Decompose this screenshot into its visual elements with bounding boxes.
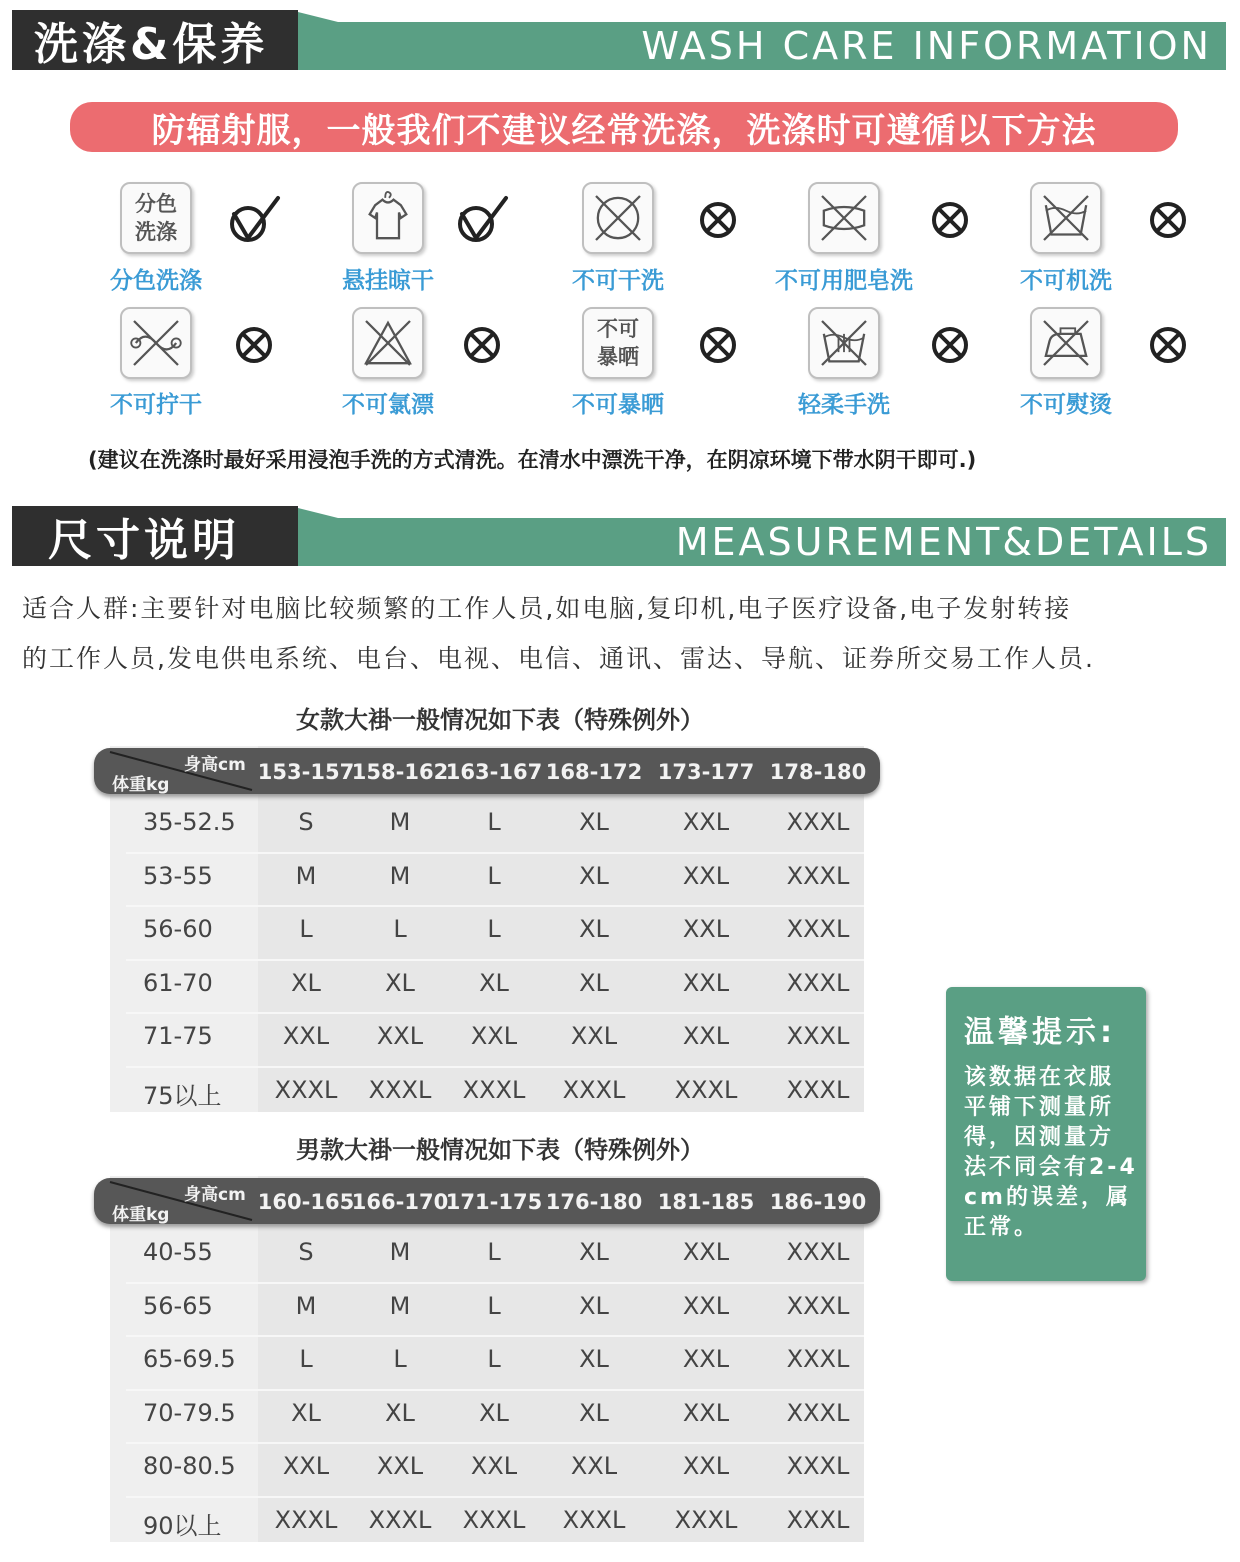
size-cell: XXXL — [786, 1452, 850, 1480]
row-divider — [126, 959, 864, 961]
size-cell: M — [295, 1291, 317, 1320]
height-column-header: 176-180 — [545, 1190, 643, 1214]
size-cell: XXL — [282, 1022, 330, 1050]
measure-description — [22, 584, 1232, 684]
tip-box — [946, 987, 1146, 1281]
height-column-header: 186-190 — [769, 1190, 867, 1214]
size-cell: XXXL — [786, 1075, 850, 1104]
size-cell: XXXL — [562, 1075, 626, 1104]
care-symbol-box — [352, 182, 424, 254]
care-symbol-box — [1030, 307, 1102, 379]
size-cell: XXXL — [562, 1505, 626, 1534]
size-cell: XXXL — [786, 1505, 850, 1534]
size-cell: XXXL — [674, 1505, 738, 1534]
care-label: 分色洗涤 — [110, 268, 202, 294]
care-label: 不可用肥皂洗 — [775, 268, 913, 294]
size-cell: M — [389, 808, 411, 836]
size-cell: XXXL — [786, 861, 850, 890]
weight-cell: 75以上 — [143, 1081, 222, 1110]
care-label: 不可机洗 — [1020, 268, 1112, 294]
tip-text — [964, 1063, 1144, 1243]
wash-title-cn: 洗涤&保养 — [34, 19, 269, 70]
size-cell: XXXL — [786, 1345, 850, 1373]
care-symbol-box — [120, 307, 192, 379]
size-cell: XXXL — [274, 1505, 338, 1534]
size-cell: XXXL — [786, 808, 850, 836]
height-column-header: 181-185 — [657, 1190, 755, 1214]
size-cell: M — [389, 1291, 411, 1320]
check-mark-icon — [226, 192, 282, 248]
no-wring-icon — [123, 310, 189, 376]
care-symbol-box — [352, 307, 424, 379]
size-cell: L — [393, 915, 407, 943]
height-column-header: 173-177 — [657, 760, 755, 784]
size-cell: XXL — [570, 1022, 618, 1050]
size-cell: XXXL — [786, 1022, 850, 1050]
measure-header-cn-bar — [12, 506, 298, 566]
height-column-header: 160-165 — [257, 1190, 355, 1214]
row-divider — [126, 1335, 864, 1337]
measure-title-en: MEASUREMENT&DETAILS — [675, 520, 1212, 564]
size-cell: XL — [579, 808, 609, 836]
cross-mark-icon — [454, 317, 510, 373]
size-cell: L — [487, 915, 501, 943]
wash-banner-text: 防辐射服，一般我们不建议经常洗涤，洗涤时可遵循以下方法 — [151, 110, 1097, 151]
measure-description-line-2: 的工作人员,发电供电系统、电台、电视、电信、通讯、雷达、导航、证券所交易工作人员. — [22, 644, 1095, 673]
cross-mark-icon — [922, 192, 978, 248]
wash-title-en: WASH CARE INFORMATION — [641, 24, 1212, 68]
weight-cell: 90以上 — [143, 1511, 222, 1540]
care-symbol-box — [582, 182, 654, 254]
size-cell: XXL — [682, 915, 730, 943]
size-cell: XXXL — [274, 1075, 338, 1104]
size-cell: L — [487, 1291, 501, 1320]
size-cell: XXL — [682, 1022, 730, 1050]
corner-weight-label: 体重kg — [112, 775, 170, 795]
size-cell: XXL — [376, 1452, 424, 1480]
weight-cell: 35-52.5 — [143, 808, 236, 836]
care-label: 悬挂晾干 — [342, 268, 434, 294]
size-cell: XL — [579, 1238, 609, 1266]
size-cell: XL — [385, 968, 415, 997]
tip-line: cm的误差，属 — [964, 1185, 1131, 1210]
size-cell: XXL — [682, 1238, 730, 1266]
weight-cell: 70-79.5 — [143, 1398, 236, 1427]
height-column-header: 166-170 — [351, 1190, 449, 1214]
row-divider — [126, 905, 864, 907]
wash-header-cn-bar — [12, 10, 298, 70]
measure-title-cn: 尺寸说明 — [48, 515, 240, 566]
tip-line: 该数据在衣服 — [964, 1065, 1115, 1090]
size-cell: XL — [479, 1398, 509, 1427]
size-cell: XL — [579, 1345, 609, 1373]
row-divider — [126, 1066, 864, 1068]
size-cell: M — [389, 1238, 411, 1266]
height-column-header: 178-180 — [769, 760, 867, 784]
size-cell: XL — [291, 968, 321, 997]
care-symbol-box — [582, 307, 654, 379]
size-cell: XXL — [682, 861, 730, 890]
size-cell: XL — [385, 1398, 415, 1427]
cross-mark-icon — [1140, 192, 1196, 248]
size-cell: XL — [579, 968, 609, 997]
size-cell: XXL — [376, 1022, 424, 1050]
weight-cell: 53-55 — [143, 861, 213, 890]
care-label: 不可暴晒 — [572, 392, 664, 418]
size-cell: XXXL — [786, 915, 850, 943]
size-cell: XXL — [470, 1452, 518, 1480]
wash-banner — [70, 102, 1178, 152]
size-cell: L — [299, 1345, 313, 1373]
hang-dry-icon — [355, 185, 421, 251]
tip-title: 温馨提示: — [964, 1015, 1116, 1050]
size-cell: XXL — [282, 1452, 330, 1480]
wash-note: (建议在洗涤时最好采用浸泡手洗的方式清洗。在清水中漂洗干净，在阴凉环境下带水阴干即可.) — [88, 448, 977, 472]
men-table-title: 男款大褂一般情况如下表（特殊例外） — [296, 1136, 704, 1164]
size-cell: XXL — [570, 1452, 618, 1480]
size-cell: M — [295, 861, 317, 890]
height-column-header: 163-167 — [445, 760, 543, 784]
size-cell: XL — [579, 1398, 609, 1427]
tip-line: 法不同会有2-4 — [964, 1155, 1138, 1180]
row-divider — [126, 1012, 864, 1014]
care-label: 不可干洗 — [572, 268, 664, 294]
size-cell: L — [487, 808, 501, 836]
size-cell: XXXL — [786, 1398, 850, 1427]
size-cell: XL — [291, 1398, 321, 1427]
size-cell: XXL — [682, 1452, 730, 1480]
row-divider — [126, 1496, 864, 1498]
no-machine-wash-icon — [1033, 185, 1099, 251]
wash-header-green-cap — [298, 12, 338, 22]
size-cell: XXL — [470, 1022, 518, 1050]
care-symbol-text: 分色 洗涤 — [135, 192, 177, 244]
care-label: 轻柔手洗 — [798, 392, 890, 418]
measure-header-green-cap — [298, 508, 338, 518]
size-cell: M — [389, 861, 411, 890]
care-symbol-box — [808, 307, 880, 379]
care-symbol-box — [120, 182, 192, 254]
care-label: 不可拧干 — [110, 392, 202, 418]
weight-cell: 71-75 — [143, 1022, 213, 1050]
size-cell: XXXL — [786, 1238, 850, 1266]
size-cell: XL — [479, 968, 509, 997]
size-cell: S — [298, 1238, 314, 1266]
size-cell: XXL — [682, 1345, 730, 1373]
height-column-header: 171-175 — [445, 1190, 543, 1214]
size-cell: S — [298, 808, 314, 836]
measure-header-en-bar — [298, 518, 1226, 566]
weight-cell: 56-65 — [143, 1291, 213, 1320]
size-cell: XXL — [682, 808, 730, 836]
size-cell: XXXL — [462, 1505, 526, 1534]
no-dry-clean-icon — [585, 185, 651, 251]
weight-cell: 80-80.5 — [143, 1452, 236, 1480]
cross-mark-icon — [226, 317, 282, 373]
check-mark-icon — [454, 192, 510, 248]
corner-height-label: 身高cm — [184, 755, 246, 775]
size-cell: XXL — [682, 968, 730, 997]
care-symbol-text: 不可 暴晒 — [597, 317, 639, 369]
size-cell: XL — [579, 1291, 609, 1320]
care-label: 不可熨烫 — [1020, 392, 1112, 418]
size-cell: L — [487, 1345, 501, 1373]
size-cell: XL — [579, 861, 609, 890]
weight-cell: 40-55 — [143, 1238, 213, 1266]
size-cell: XXXL — [462, 1075, 526, 1104]
gentle-hand-wash-icon — [811, 310, 877, 376]
weight-cell: 61-70 — [143, 968, 213, 997]
height-column-header: 158-162 — [351, 760, 449, 784]
size-cell: XXXL — [368, 1505, 432, 1534]
cross-mark-icon — [922, 317, 978, 373]
wash-header-en-bar — [298, 22, 1226, 70]
tip-line: 平铺下测量所 — [964, 1095, 1115, 1120]
weight-cell: 56-60 — [143, 915, 213, 943]
size-cell: XL — [579, 915, 609, 943]
row-divider — [126, 1282, 864, 1284]
care-symbol-box — [1030, 182, 1102, 254]
size-cell: XXXL — [786, 968, 850, 997]
row-divider — [126, 1442, 864, 1444]
size-cell: XXXL — [674, 1075, 738, 1104]
corner-weight-label: 体重kg — [112, 1205, 170, 1225]
cross-mark-icon — [690, 192, 746, 248]
tip-line: 得，因测量方 — [964, 1125, 1115, 1150]
weight-cell: 65-69.5 — [143, 1345, 236, 1373]
row-divider — [126, 1389, 864, 1391]
women-table-title: 女款大褂一般情况如下表（特殊例外） — [296, 706, 704, 734]
size-cell: XXXL — [786, 1291, 850, 1320]
tip-line: 正常。 — [964, 1215, 1040, 1240]
cross-mark-icon — [690, 317, 746, 373]
size-cell: L — [487, 861, 501, 890]
care-symbol-box — [808, 182, 880, 254]
cross-mark-icon — [1140, 317, 1196, 373]
size-cell: XXL — [682, 1291, 730, 1320]
size-cell: XXL — [682, 1398, 730, 1427]
no-bleach-icon — [355, 310, 421, 376]
corner-height-label: 身高cm — [184, 1185, 246, 1205]
care-label: 不可氯漂 — [342, 392, 434, 418]
measure-description-line-1: 适合人群:主要针对电脑比较频繁的工作人员,如电脑,复印机,电子医疗设备,电子发射转接 — [22, 594, 1072, 623]
row-divider — [126, 852, 864, 854]
size-cell: L — [393, 1345, 407, 1373]
size-cell: XXXL — [368, 1075, 432, 1104]
height-column-header: 153-157 — [257, 760, 355, 784]
size-cell: L — [299, 915, 313, 943]
height-column-header: 168-172 — [545, 760, 643, 784]
no-iron-icon — [1033, 310, 1099, 376]
no-soap-icon — [811, 185, 877, 251]
size-cell: L — [487, 1238, 501, 1266]
